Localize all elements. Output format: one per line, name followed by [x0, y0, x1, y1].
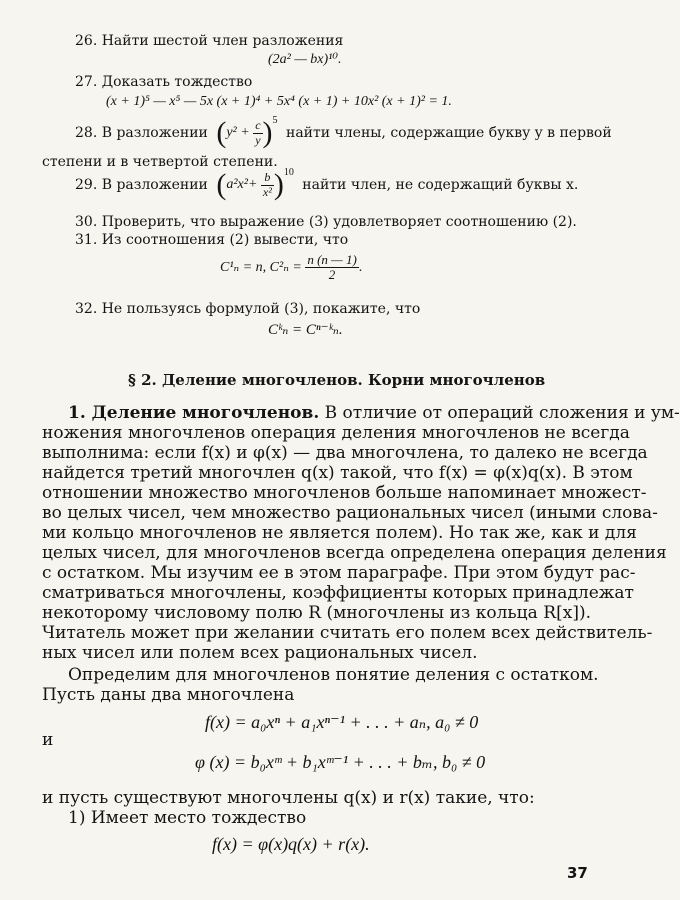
problem-31: 31. Из соотношения (2) вывести, что [75, 232, 349, 248]
paragraph-line: выполнима: если f(x) и φ(x) — два многочлена, то далеко не всегда [42, 443, 648, 463]
paragraph-line: отношении множество многочленов больше напоминает множест- [42, 483, 647, 503]
problem-30: 30. Проверить, что выражение (3) удовлетворяет соотношению (2). [75, 214, 577, 230]
paragraph-line: с остатком. Мы изучим ее в этом параграфе. При этом будут рас- [42, 563, 636, 583]
paragraph-line: Читатель может при желании считать его полем всех действитель- [42, 623, 653, 643]
fraction-numerator: n (n — 1) [307, 252, 357, 267]
problem-28-line2: степени и в четвертой степени. [42, 154, 278, 170]
polynomial-phi-formula: φ (x) = b₀xᵐ + b₁xᵐ⁻¹ + . . . + bₘ, b₀ ≠ 0 [195, 752, 486, 772]
problem-31-formula: C¹ₙ = n, C²ₙ = $\frac{n (n — 1)}{2}$ . [220, 252, 363, 283]
problem-27: 27. Доказать тождество [75, 74, 253, 90]
paragraph-2-line-1: Определим для многочленов понятие деления с остатком. [68, 665, 599, 685]
problem-31-fraction [305, 253, 358, 283]
problem-31-formula-left: C¹ₙ = n, C²ₙ = [220, 260, 302, 276]
conjunction-and: и [42, 730, 54, 750]
polynomial-f-formula: f(x) = a₀xⁿ + a₁xⁿ⁻¹ + . . . + aₙ, a₀ ≠ 0 [205, 712, 479, 732]
problem-28-suffix: найти члены, содержащие букву y в первой [285, 125, 612, 141]
paragraph-1-text: В отличие от операций сложения и ум- [324, 403, 680, 423]
problem-26: 26. Найти шестой член разложения [75, 33, 344, 49]
fraction-denominator: 2 [328, 267, 336, 283]
problem-32-formula: Cᵏₙ = Cⁿ⁻ᵏₙ. [268, 322, 343, 338]
problem-28-formula: (y² + $\frac{c}{y}$ )$^5$ [216, 114, 278, 149]
problem-26-formula: (2a² — bx)¹⁰. [268, 52, 342, 67]
item-1: 1) Имеет место тождество [68, 808, 307, 828]
page-number: 37 [567, 864, 588, 882]
paragraph-line: целых чисел, для многочленов всегда определена операция деления [42, 543, 667, 563]
subsection-heading: 1. Деление многочленов. [68, 403, 320, 423]
paragraph-line-1 [68, 403, 680, 423]
problem-29-suffix: найти член, не содержащий буквы x. [302, 177, 579, 193]
problem-29-prefix: 29. В разложении [75, 177, 208, 193]
paragraph-line: сматриваться многочлены, коэффициенты которых принадлежат [42, 583, 634, 603]
problem-28-prefix: 28. В разложении [75, 125, 208, 141]
paragraph-line: найдется третий многочлен q(x) такой, что f(x) = φ(x)q(x). В этом [42, 463, 633, 483]
problem-27-formula: (x + 1)⁵ — x⁵ — 5x (x + 1)⁴ + 5x⁴ (x + 1) + 10x² (x + 1)² = 1. [106, 94, 452, 109]
paragraph-line: некоторому числовому полю R (многочлены из кольца R[x]). [42, 603, 591, 623]
paragraph-line-last: ных чисел или полем всех рациональных чисел. [42, 643, 478, 663]
paragraph-2-line-2: Пусть даны два многочлена [42, 685, 295, 705]
problem-32: 32. Не пользуясь формулой (3), покажите, что [75, 301, 421, 317]
problem-29-formula: (a²x²+ $\frac{b}{\text{x²}}$ )$^{10}$ [216, 166, 294, 201]
paragraph-line: во целых чисел, чем множество рациональных чисел (иными слова- [42, 503, 658, 523]
problem-28 [75, 114, 612, 154]
section-title: § 2. Деление многочленов. Корни многочленов [128, 371, 546, 389]
paragraph-3-line: и пусть существуют многочлены q(x) и r(x) такие, что: [42, 788, 535, 808]
paragraph-line: ми кольцо многочленов не является полем). Но так же, как и для [42, 523, 637, 543]
identity-formula: f(x) = φ(x)q(x) + r(x). [212, 834, 370, 854]
paragraph-line: ножения многочленов операция деления многочленов не всегда [42, 423, 630, 443]
problem-29 [75, 166, 579, 206]
